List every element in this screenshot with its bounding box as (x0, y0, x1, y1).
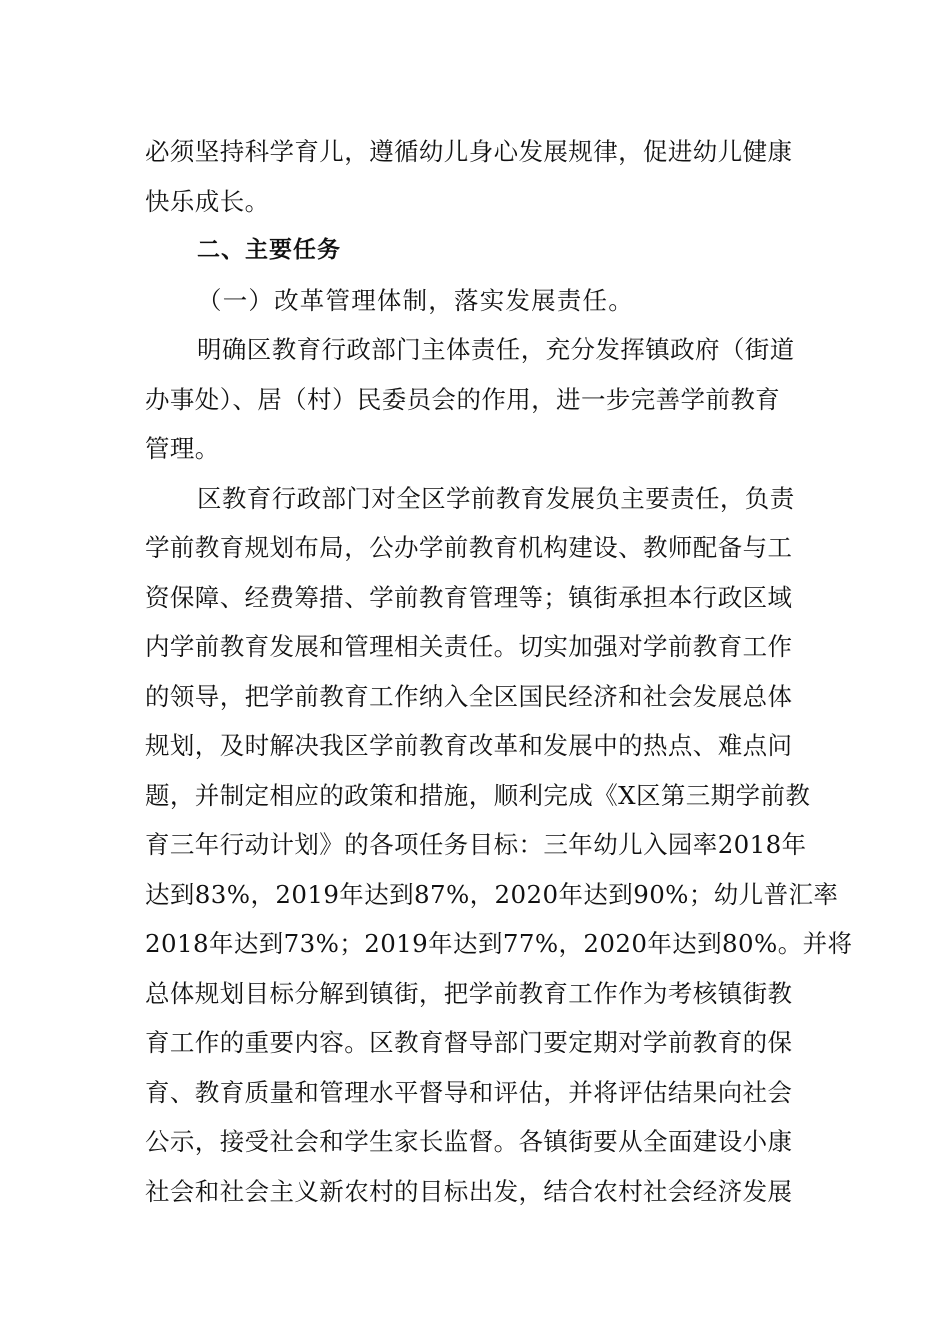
paragraph-line: 育工作的重要内容。区教育督导部门要定期对学前教育的保 (145, 1028, 793, 1057)
paragraph-line: 规划，及时解决我区学前教育改革和发展中的热点、难点问 (145, 731, 793, 760)
paragraph-line: 育、教育质量和管理水平督导和评估，并将评估结果向社会 (145, 1077, 793, 1107)
paragraph-line: 社会和社会主义新农村的目标出发，结合农村社会经济发展 (145, 1176, 793, 1206)
paragraph-line: 资保障、经费筹措、学前教育管理等；镇街承担本行政区域 (145, 582, 793, 612)
paragraph-line: 快乐成长。 (145, 186, 270, 216)
paragraph-line: 内学前教育发展和管理相关责任。切实加强对学前教育工作 (145, 632, 793, 661)
paragraph-line: 育三年行动计划》的各项任务目标：三年幼儿入园率2018年 (145, 830, 807, 859)
paragraph-line: 办事处）、居（村）民委员会的作用，进一步完善学前教育 (145, 384, 781, 414)
paragraph-line: 公示，接受社会和学生家长监督。各镇街要从全面建设小康 (145, 1127, 793, 1156)
paragraph-line: 明确区教育行政部门主体责任，充分发挥镇政府（街道 (197, 335, 795, 364)
paragraph-line: 学前教育规划布局，公办学前教育机构建设、教师配备与工 (145, 533, 793, 562)
paragraph-line: 的领导，把学前教育工作纳入全区国民经济和社会发展总体 (145, 681, 793, 711)
section-heading: 二、主要任务 (197, 237, 341, 263)
paragraph-line: 题，并制定相应的政策和措施，顺利完成《X区第三期学前教 (145, 780, 811, 810)
paragraph-line: 区教育行政部门对全区学前教育发展负主要责任，负责 (197, 483, 795, 513)
document-page (145, 127, 853, 1216)
paragraph-line: 2018年达到73%；2019年达到77%，2020年达到80%。并将 (145, 929, 853, 958)
paragraph-line: 管理。 (145, 434, 220, 463)
subsection-heading: （一）改革管理体制，落实发展责任。 (197, 285, 634, 315)
paragraph-line: 总体规划目标分解到镇街，把学前教育工作作为考核镇街教 (145, 978, 793, 1008)
paragraph-line: 必须坚持科学育儿，遵循幼儿身心发展规律，促进幼儿健康 (145, 137, 793, 166)
paragraph-line: 达到83%，2019年达到87%，2020年达到90%；幼儿普汇率 (145, 879, 839, 909)
